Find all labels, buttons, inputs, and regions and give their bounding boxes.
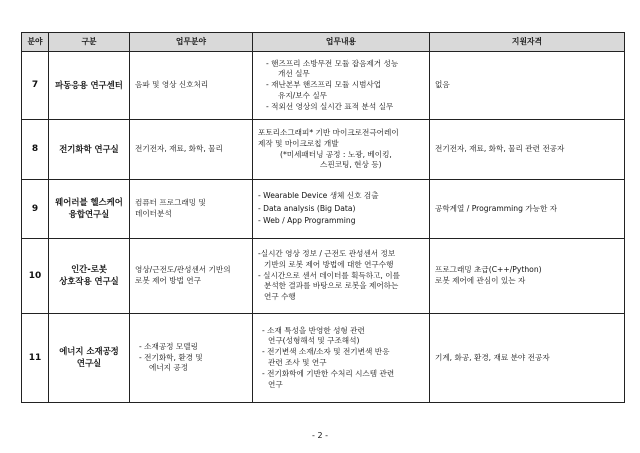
qualification-line: 로봇 제어에 관심이 있는 자 xyxy=(435,276,526,285)
work-content xyxy=(253,180,430,239)
work-area xyxy=(130,314,253,403)
work-area-line: - 전기화학, 환경 및 xyxy=(139,352,203,362)
work-area-line: 음파 및 영상 신호처리 xyxy=(135,80,209,90)
department xyxy=(49,52,130,120)
department-line: 인간-로봇 xyxy=(71,264,107,275)
row-number: 11 xyxy=(22,314,49,403)
work-area-line: 데이터분석 xyxy=(135,209,172,218)
table-row xyxy=(22,239,625,314)
department xyxy=(49,239,130,314)
work-content xyxy=(253,120,430,180)
work-area-line: 로봇 제어 방법 연구 xyxy=(135,276,201,285)
work-content-line: - 핸즈프리 소방무전 모듈 잡음제거 성능 xyxy=(266,58,399,68)
work-content-line: 스핀코팅, 현상 등) xyxy=(320,160,382,170)
qualification-line: 기계, 화공, 환경, 재료 분야 전공자 xyxy=(435,352,550,362)
qualification-line: 공학계열 / Programming 가능한 자 xyxy=(435,203,558,213)
work-area xyxy=(130,239,253,314)
table-row xyxy=(22,52,625,120)
work-content-line: - 실시간으로 센서 데이터를 획득하고, 이를 xyxy=(258,270,400,280)
work-content xyxy=(253,52,430,120)
work-content xyxy=(253,314,430,403)
header-field-no: 분야 xyxy=(22,33,49,52)
work-content-line: - 소재 특성을 반영한 성형 관련 xyxy=(262,325,365,335)
work-content-line: 개선 실무 xyxy=(278,69,310,79)
work-content-line: - 적외선 영상의 실시간 표적 분석 실무 xyxy=(266,101,394,111)
page-number: - 2 - xyxy=(312,431,328,440)
work-area-line: 에너지 공정 xyxy=(149,363,189,373)
department-line: 파동응용 연구센터 xyxy=(55,79,123,90)
qualification xyxy=(430,314,625,403)
table-row xyxy=(22,314,625,403)
work-area-line: 전기전자, 재료, 화학, 물리 xyxy=(135,144,223,154)
qualification xyxy=(430,120,625,180)
work-content-line: -실시간 영상 정보 / 근전도 관성센서 정보 xyxy=(258,249,396,259)
qualification xyxy=(430,180,625,239)
department xyxy=(49,314,130,403)
department xyxy=(49,120,130,180)
work-content-line: 기반의 로봇 제어 방법에 대한 연구수행 xyxy=(264,259,394,269)
department-line: 연구실 xyxy=(76,358,102,368)
department xyxy=(49,180,130,239)
header-division: 구분 xyxy=(49,33,130,52)
work-area-line: 컴퓨터 프로그래밍 및 xyxy=(135,198,206,208)
work-content xyxy=(253,239,430,314)
department-line: 웨어러블 헬스케어 xyxy=(55,197,123,208)
department-line: 융합연구실 xyxy=(68,209,110,219)
row-number: 7 xyxy=(22,52,49,120)
work-content-line: 제작 및 마이크로칩 개발 xyxy=(258,138,339,148)
table-header xyxy=(22,33,625,52)
work-area xyxy=(130,52,253,120)
qualification-line: 전기전자, 재료, 화학, 물리 관련 전공자 xyxy=(435,144,565,154)
qualification-line: 없음 xyxy=(435,80,450,90)
work-area xyxy=(130,120,253,180)
work-content-line: 연구(성형해석 및 구조해석) xyxy=(268,336,360,346)
header-work-area: 업무분야 xyxy=(130,33,253,52)
work-content-line: - Data analysis (Big Data) xyxy=(258,203,356,213)
work-content-line: 분석한 결과를 바탕으로 로봇을 제어하는 xyxy=(264,281,399,291)
work-content-line: - Wearable Device 생체 신호 검출 xyxy=(258,190,379,200)
qualification xyxy=(430,52,625,120)
table-row xyxy=(22,120,625,180)
work-content-line: - Web / App Programming xyxy=(258,216,356,226)
work-area xyxy=(130,180,253,239)
qualification xyxy=(430,239,625,314)
work-area-line: - 소재공정 모델링 xyxy=(139,341,198,351)
header-work-content: 업무내용 xyxy=(253,33,430,52)
work-content-line: 관련 조사 및 연구 xyxy=(268,358,327,367)
work-content-line: 유지/보수 실무 xyxy=(278,90,327,100)
department-line: 상호작용 연구실 xyxy=(59,276,119,286)
work-content-line: 연구 xyxy=(268,379,283,389)
work-content-line: 포토리소그래피* 기반 마이크로전극어레이 xyxy=(258,127,399,137)
department-line: 에너지 소재공정 xyxy=(59,346,119,357)
qualification-line: 프로그래밍 초급(C++/Python) xyxy=(435,265,542,275)
job-table xyxy=(21,32,625,403)
work-content-line: - 재난본부 핸즈프리 모듈 시범사업 xyxy=(266,80,382,90)
row-number: 8 xyxy=(22,120,49,180)
work-content-line: - 전기변색 소재/소자 및 전기변색 반응 xyxy=(262,347,390,357)
work-content-line: 연구 수행 xyxy=(264,292,296,302)
work-area-line: 영상/근전도/관성센서 기반의 xyxy=(135,265,231,275)
row-number: 9 xyxy=(22,180,49,239)
work-content-line: - 전기화학에 기반한 수처리 시스템 관련 xyxy=(262,368,395,378)
department-line: 전기화학 연구실 xyxy=(59,143,119,154)
table-row xyxy=(22,180,625,239)
header-qualification: 지원자격 xyxy=(430,33,625,52)
row-number: 10 xyxy=(22,239,49,314)
work-content-line: (*미세패터닝 공정 : 노광, 베이킹, xyxy=(280,149,392,159)
